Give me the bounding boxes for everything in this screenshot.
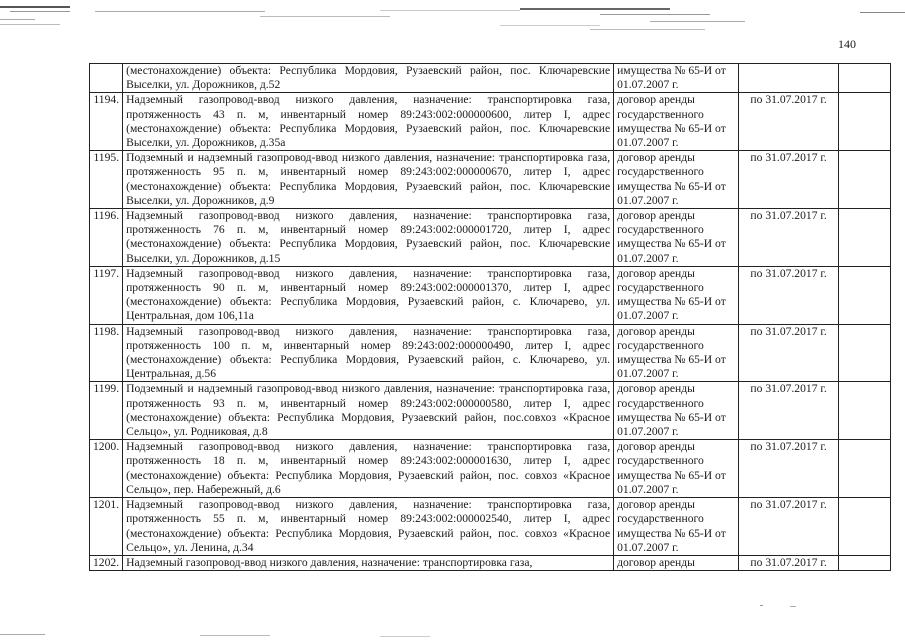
lease-term: по 31.07.2017 г. — [739, 324, 839, 382]
lease-term: по 31.07.2017 г. — [739, 93, 839, 151]
object-description: Надземный газопровод-ввод низкого давления, назначение: транспортировка газа, — [123, 555, 614, 570]
empty-cell — [839, 266, 891, 324]
empty-cell — [839, 93, 891, 151]
row-number: 1199. — [90, 382, 123, 440]
empty-cell — [839, 209, 891, 267]
lease-term: по 31.07.2017 г. — [739, 209, 839, 267]
lease-term: по 31.07.2017 г. — [739, 382, 839, 440]
row-number: 1194. — [90, 93, 123, 151]
table-row — [90, 440, 891, 498]
empty-cell — [839, 324, 891, 382]
row-number: 1195. — [90, 151, 123, 209]
table-row — [90, 498, 891, 556]
property-lease-table — [89, 63, 891, 571]
lease-term: по 31.07.2017 г. — [739, 555, 839, 570]
scan-noise-top — [0, 0, 905, 40]
lease-basis: договор аренды государственного имущества № 65-И от 01.07.2007 г. — [614, 382, 739, 440]
table-row — [90, 209, 891, 267]
lease-basis: имущества № 65-И от 01.07.2007 г. — [614, 64, 739, 93]
object-description: Подземный и надземный газопровод-ввод низкого давления, назначение: транспортировка газа, протяженность 95 п. м, инвентарный номер 89:243:002:000000670, литер I, адрес (местонахождение) объекта: Республика Мордовия, Рузаевский район, пос. Ключаревские Выселки, ул. Дорожников, д.9 — [123, 151, 614, 209]
object-description: Подземный и надземный газопровод-ввод низкого давления, назначение: транспортировка газа, протяженность 93 п. м, инвентарный номер 89:243:002:000000580, литер I, адрес (местонахождение) объекта: Республика Мордовия, Рузаевский район, пос.совхоз «Красное Сельцо», ул. Родниковая, д.8 — [123, 382, 614, 440]
lease-basis: договор аренды — [614, 555, 739, 570]
empty-cell — [839, 64, 891, 93]
object-description: Надземный газопровод-ввод низкого давления, назначение: транспортировка газа, протяженность 55 п. м, инвентарный номер 89:243:002:000002540, литер I, адрес (местонахождение) объекта: Республика Мордовия, Рузаевский район, пос. совхоз «Красное Сельцо», ул. Ленина, д.34 — [123, 498, 614, 556]
lease-term — [739, 64, 839, 93]
object-description: Надземный газопровод-ввод низкого давления, назначение: транспортировка газа, протяженность 100 п. м, инвентарный номер 89:243:002:000000490, литер I, адрес (местонахождение) объекта: Республика Мордовия, Рузаевский район, с. Ключарево, ул. Центральная, д.56 — [123, 324, 614, 382]
empty-cell — [839, 382, 891, 440]
lease-term: по 31.07.2017 г. — [739, 151, 839, 209]
row-number: 1196. — [90, 209, 123, 267]
table-row — [90, 93, 891, 151]
table-row-continuation — [90, 64, 891, 93]
row-number: 1200. — [90, 440, 123, 498]
lease-basis: договор аренды государственного имущества № 65-И от 01.07.2007 г. — [614, 266, 739, 324]
lease-basis: договор аренды государственного имущества № 65-И от 01.07.2007 г. — [614, 93, 739, 151]
table-row — [90, 382, 891, 440]
lease-basis: договор аренды государственного имущества № 65-И от 01.07.2007 г. — [614, 498, 739, 556]
empty-cell — [839, 555, 891, 570]
table-row — [90, 324, 891, 382]
object-description: Надземный газопровод-ввод низкого давления, назначение: транспортировка газа, протяженность 90 п. м, инвентарный номер 89:243:002:000001370, литер I, адрес (местонахождение) объекта: Республика Мордовия, Рузаевский район, с. Ключарево, ул. Центральная, дом 106,11а — [123, 266, 614, 324]
page-number: 140 — [838, 37, 856, 51]
object-description: Надземный газопровод-ввод низкого давления, назначение: транспортировка газа, протяженность 76 п. м, инвентарный номер 89:243:002:000001720, литер I, адрес (местонахождение) объекта: Республика Мордовия, Рузаевский район, пос. Ключаревские Выселки, ул. Дорожников, д.15 — [123, 209, 614, 267]
row-number: 1198. — [90, 324, 123, 382]
empty-cell — [839, 498, 891, 556]
lease-basis: договор аренды государственного имущества № 65-И от 01.07.2007 г. — [614, 440, 739, 498]
empty-cell — [839, 151, 891, 209]
table-row — [90, 266, 891, 324]
lease-basis: договор аренды государственного имущества № 65-И от 01.07.2007 г. — [614, 151, 739, 209]
table-row — [90, 555, 891, 570]
lease-term: по 31.07.2017 г. — [739, 266, 839, 324]
lease-basis: договор аренды государственного имущества № 65-И от 01.07.2007 г. — [614, 209, 739, 267]
lease-term: по 31.07.2017 г. — [739, 440, 839, 498]
table-row — [90, 151, 891, 209]
empty-cell — [839, 440, 891, 498]
object-description: (местонахождение) объекта: Республика Мордовия, Рузаевский район, пос. Ключаревские Выселки, ул. Дорожников, д.52 — [123, 64, 614, 93]
row-number: 1201. — [90, 498, 123, 556]
lease-basis: договор аренды государственного имущества № 65-И от 01.07.2007 г. — [614, 324, 739, 382]
lease-term: по 31.07.2017 г. — [739, 498, 839, 556]
row-number: 1197. — [90, 266, 123, 324]
row-number: 1202. — [90, 555, 123, 570]
row-number — [90, 64, 123, 93]
object-description: Надземный газопровод-ввод низкого давления, назначение: транспортировка газа, протяженность 43 п. м, инвентарный номер 89:243:002:000000600, литер I, адрес (местонахождение) объекта: Республика Мордовия, Рузаевский район, пос. Ключаревские Выселки, ул. Дорожников, д.35а — [123, 93, 614, 151]
scan-noise-bottom — [0, 600, 905, 640]
object-description: Надземный газопровод-ввод низкого давления, назначение: транспортировка газа, протяженность 18 п. м, инвентарный номер 89:243:002:000001630, литер I, адрес (местонахождение) объекта: Республика Мордовия, Рузаевский район, пос. совхоз «Красное Сельцо», пер. Набережный, д.6 — [123, 440, 614, 498]
